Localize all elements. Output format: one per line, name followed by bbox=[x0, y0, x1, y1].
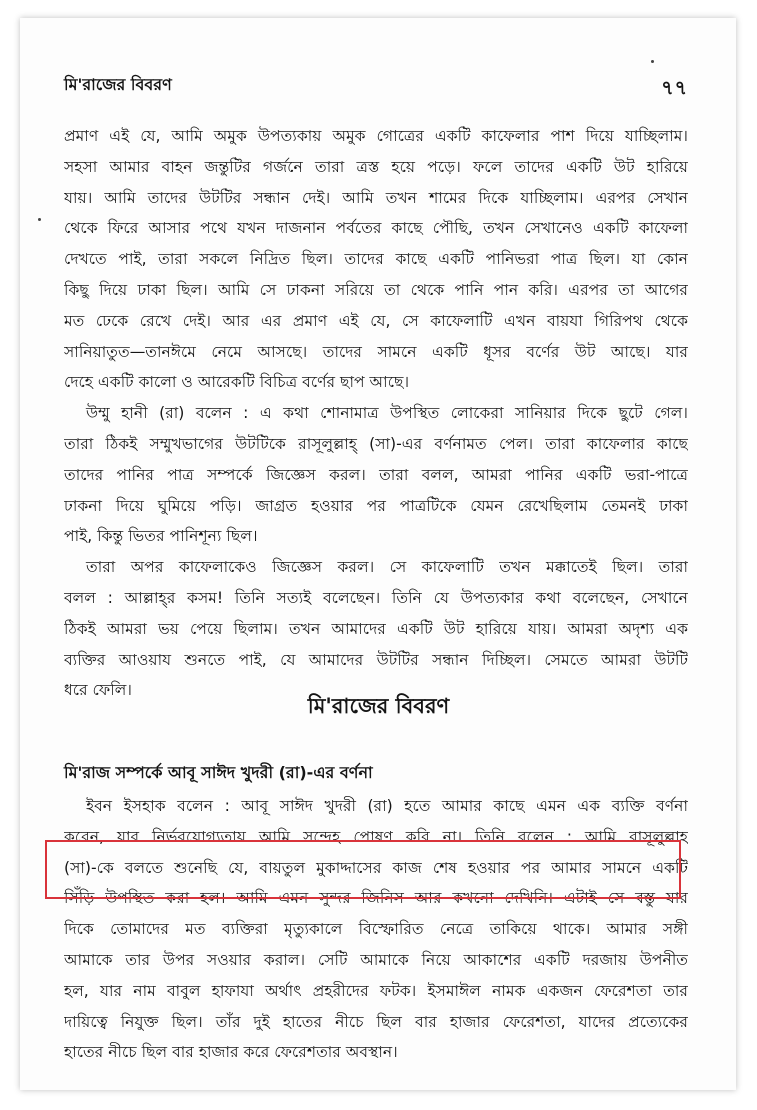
text-line: ঢাকনা দিয়ে ঘুমিয়ে পড়ি। জাগ্রত হওয়ার পর পাত্রটিকে যেমন রেখেছিলাম তেমনই ঢাকা bbox=[64, 496, 688, 515]
text-line: ঠিকই আমরা ভয় পেয়ে ছিলাম। তখন আমাদের একটি উট হারিয়ে যায়। আমরা অদৃশ্য এক bbox=[64, 619, 688, 638]
text-line: আমাকে তার উপর সওয়ার করাল। সেটি আমাকে নিয়ে আকাশের একটি দরজায় উপনীত bbox=[64, 950, 688, 969]
text-line: তাদের পানির পাত্র সম্পর্কে জিজ্ঞেস করল। তারা বলল, আমরা পানির একটি ভরা-পাত্রে bbox=[64, 465, 688, 484]
text-line: (সা)-কে বলতে শুনেছি যে, বায়তুল মুকাদ্দাসের কাজ শেষ হওয়ার পর আমার সামনে একটি bbox=[64, 858, 688, 877]
text-line: ব্যক্তির আওয়ায শুনতে পাই, যে আমাদের উটটির সন্ধান দিচ্ছিল। সেমতে আমরা উটটি bbox=[64, 650, 688, 669]
text-line: তারা অপর কাফেলাকেও জিজ্ঞেস করল। সে কাফেলাটি তখন মক্কাতেই ছিল। তারা bbox=[86, 558, 688, 577]
text-line: পাই, কিন্তু ভিতর পানিশূন্য ছিল। bbox=[64, 527, 258, 546]
text-line: উম্মু হানী (রা) বলেন : এ কথা শোনামাত্র উপস্থিত লোকেরা সানিয়ার দিকে ছুটে গেল। bbox=[86, 404, 688, 423]
text-line: দায়িত্বে নিযুক্ত ছিল। তাঁর দুই হাতের নীচে ছিল বার হাজার ফেরেশতা, যাদের প্রত্যেকের bbox=[64, 1012, 688, 1031]
text-line: দেখতে পাই, তারা সকলে নিদ্রিত ছিল। তাদের কাছে একটি পানিভরা পাত্র ছিল। যা কোন bbox=[64, 250, 688, 269]
text-line: মত ঢেকে রেখে দেই। আর এর প্রমাণ এই যে, সে কাফেলাটি এখন বায়যা গিরিপথ থেকে bbox=[64, 311, 688, 330]
narrative-text bbox=[64, 121, 688, 706]
text-line: হাতের নীচে ছিল বার হাজার করে ফেরেশতার অবস্থান। bbox=[64, 1043, 398, 1062]
text-line: থেকে ফিরে আসার পথে যখন দাজনান পর্বতের কাছে পৌছি, তখন সেখানেও একটি কাফেলা bbox=[64, 219, 688, 238]
text-line: সানিয়াতুত—তানঈমে নেমে আসছে। তাদের সামনে একটি ধূসর বর্ণের উট আছে। যার bbox=[64, 342, 688, 361]
highlight-box bbox=[45, 840, 681, 899]
section-text bbox=[64, 791, 688, 1068]
text-line: দেহে একটি কালো ও আরেকটি বিচিত্র বর্ণের ছাপ আছে। bbox=[64, 373, 410, 392]
text-line: ধরে ফেলি। bbox=[64, 681, 132, 700]
section-title: মি'রাজের বিবরণ bbox=[307, 694, 450, 718]
text-line: সহসা আমার বাহন জন্তুটির গর্জনে তারা ত্রস্ত হয়ে পড়ে। ফলে তাদের একটি উট হারিয়ে bbox=[64, 157, 688, 176]
text-line: তারা ঠিকই সম্মুখভাগের উটটিকে রাসূলুল্লাহ্ (সা)-এর বর্ণনামত পেল। তারা কাফেলার কাছে bbox=[64, 434, 688, 453]
text-line: সিঁড়ি উপস্থিত করা হল। আমি এমন সুন্দর জিনিস আর কখনো দেখিনি। এটাই সে বস্তু যার bbox=[64, 889, 688, 908]
text-line: যায়। আমি তাদের উটটির সন্ধান দেই। আমি তখন শামের দিকে যাচ্ছিলাম। এরপর সেখান bbox=[64, 188, 688, 207]
page-speck bbox=[38, 218, 41, 221]
text-line: হল, যার নাম বাবুল হাফাযা অর্থাৎ প্রহরীদের ফটক। ইসমাঈল নামক একজন ফেরেশতা তার bbox=[64, 981, 688, 1000]
text-line: বলল : আল্লাহ্‌র কসম! তিনি সত্যই বলেছেন। তিনি যে উপত্যকার কথা বলেছেন, সেখানে bbox=[64, 588, 688, 607]
page-header bbox=[64, 72, 688, 102]
running-head: মি'রাজের বিবরণ bbox=[64, 75, 172, 94]
text-line: ইবন ইসহাক বলেন : আবূ সাঈদ খুদরী (রা) হতে আমার কাছে এমন এক ব্যক্তি বর্ণনা bbox=[86, 797, 688, 815]
page-speck bbox=[651, 60, 654, 63]
text-line: প্রমাণ এই যে, আমি অমুক উপত্যকায় অমুক গোত্রের একটি কাফেলার পাশ দিয়ে যাচ্ছিলাম। bbox=[64, 127, 688, 145]
text-line: কিছু দিয়ে ঢাকা ছিল। আমি সে ঢাকনা সরিয়ে তা থেকে পানি পান করি। এরপর তা আগের bbox=[64, 280, 688, 299]
text-line: করেন, যার নির্ভরযোগ্যতায় আমি সন্দেহ পোষণ করি না। তিনি বলেন : আমি রাসূলুল্লাহ bbox=[64, 827, 688, 846]
section-subheading: মি'রাজ সম্পর্কে আবূ সাঈদ খুদরী (রা)-এর বর্ণনা bbox=[64, 763, 373, 782]
text-line: দিকে তোমাদের মত ব্যক্তিরা মৃত্যুকালে বিস্ফোরিত নেত্রে তাকিয়ে থাকে। আমার সঙ্গী bbox=[64, 920, 688, 939]
page-number: ৭৭ bbox=[661, 77, 688, 99]
